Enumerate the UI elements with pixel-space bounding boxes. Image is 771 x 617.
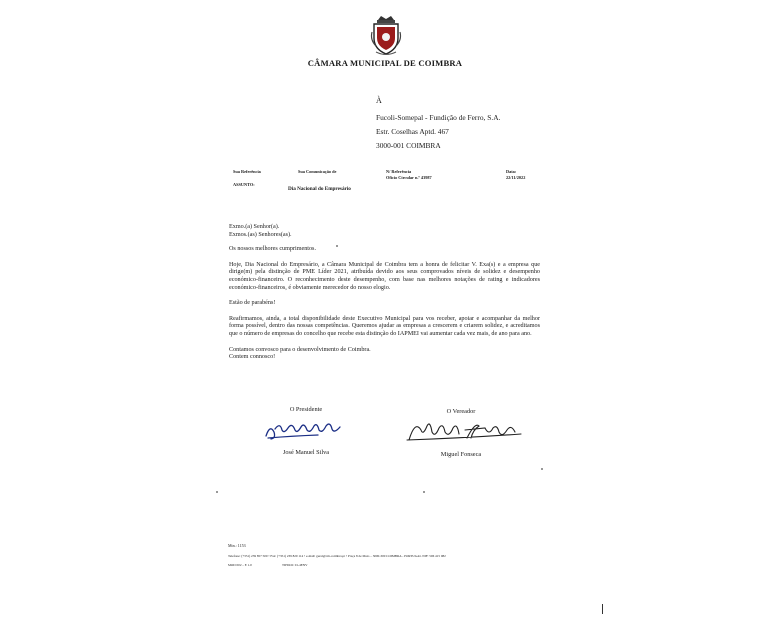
letter-body: [229, 224, 540, 362]
president-title: O Presidente: [289, 406, 323, 413]
footer-tipdoc: TIPDOC 01-4ENV: [282, 563, 308, 567]
councillor-title: O Vereador: [446, 408, 476, 415]
recipient-company: Fucoli-Somepal - Fundição de Ferro, S.A.: [376, 113, 501, 122]
n-referencia-label: N/ Referência: [386, 169, 412, 174]
scan-edge-mark: [602, 604, 603, 614]
assunto-label: ASSUNTO:: [233, 182, 255, 187]
scan-speck: [216, 491, 218, 493]
coat-of-arms-icon: [368, 14, 404, 56]
scan-speck: [541, 468, 543, 470]
greeting-line-2: Exmos.(as) Senhores(as).: [229, 231, 292, 238]
recipient-street: Estr. Coselhas Aptd. 467: [376, 127, 449, 136]
sua-referencia-label: Sua Referência: [233, 169, 261, 174]
subject-value: Dia Nacional do Empresário: [288, 186, 351, 192]
councillor-name: Miguel Fonseca: [440, 451, 482, 458]
date-label: Data:: [506, 169, 517, 174]
council-name: CÂMARA MUNICIPAL DE COIMBRA: [307, 58, 463, 68]
closing-line-2: Contem connosco!: [229, 354, 276, 361]
scan-speck: [336, 245, 338, 247]
opening-line: Os nossos melhores cumprimentos.: [229, 246, 316, 253]
congrats-line: Estão de parabéns!: [229, 300, 276, 307]
closing-line-1: Contamos convosco para o desenvolvimento de Coimbra.: [229, 346, 371, 353]
scan-speck: [423, 491, 425, 493]
recipient-to: À: [376, 96, 382, 105]
paragraph-2: Reafirmamos, ainda, a total disponibilidade deste Executivo Municipal para vos receber, apoiar e acompanhar da melhor forma possível, dentro das nossas competências. Queremos ajudar as empresas a crescerem e criarem solidez, e acreditamos que o número de empresas do concelho que recebe esta distinção do IAPMEI vai aumentar cada vez mais, de ano para ano.: [229, 315, 540, 337]
footer-contacts: Telefone: (+351) 239 857 500 • Fax: (+351) 239 820 114 • e-mail: geral@cm-coimbra.pt • Praça 8 de Maio – 3000-300 COIMBRA - PORTUGAL NIF: 506 415 082: [228, 554, 446, 558]
date-value: 22/11/2022: [506, 175, 526, 180]
footer-mtn: Mtn.: 1153: [228, 543, 246, 548]
n-referencia-value: Ofício Circular n.º 43987: [386, 175, 432, 180]
greeting-line-1: Exmo.(a) Senhor(a).: [229, 224, 280, 230]
footer-mod: MOD 002 – E 1.0: [228, 563, 252, 567]
recipient-city: 3000-001 COIMBRA: [376, 141, 441, 150]
councillor-signature-icon: [405, 418, 525, 444]
sua-comunicacao-label: Sua Comunicação de: [298, 169, 337, 174]
president-signature-icon: [262, 418, 346, 442]
president-name: José Manuel Silva: [282, 449, 330, 456]
paragraph-1: Hoje, Dia Nacional do Empresário, a Câmara Municipal de Coimbra tem a honra de felicitar V. Exa(s) e a empresa que dirige(m) pela distinção de PME Líder 2021, atribuída devido aos seus comprovados níveis de solidez e desempenho económico-financeiro. O reconhecimento deste desempenho, com base nas melhores notações de rating e indicadores económico-financeiros, é obviamente merecedor do nosso elogio.: [229, 261, 540, 291]
